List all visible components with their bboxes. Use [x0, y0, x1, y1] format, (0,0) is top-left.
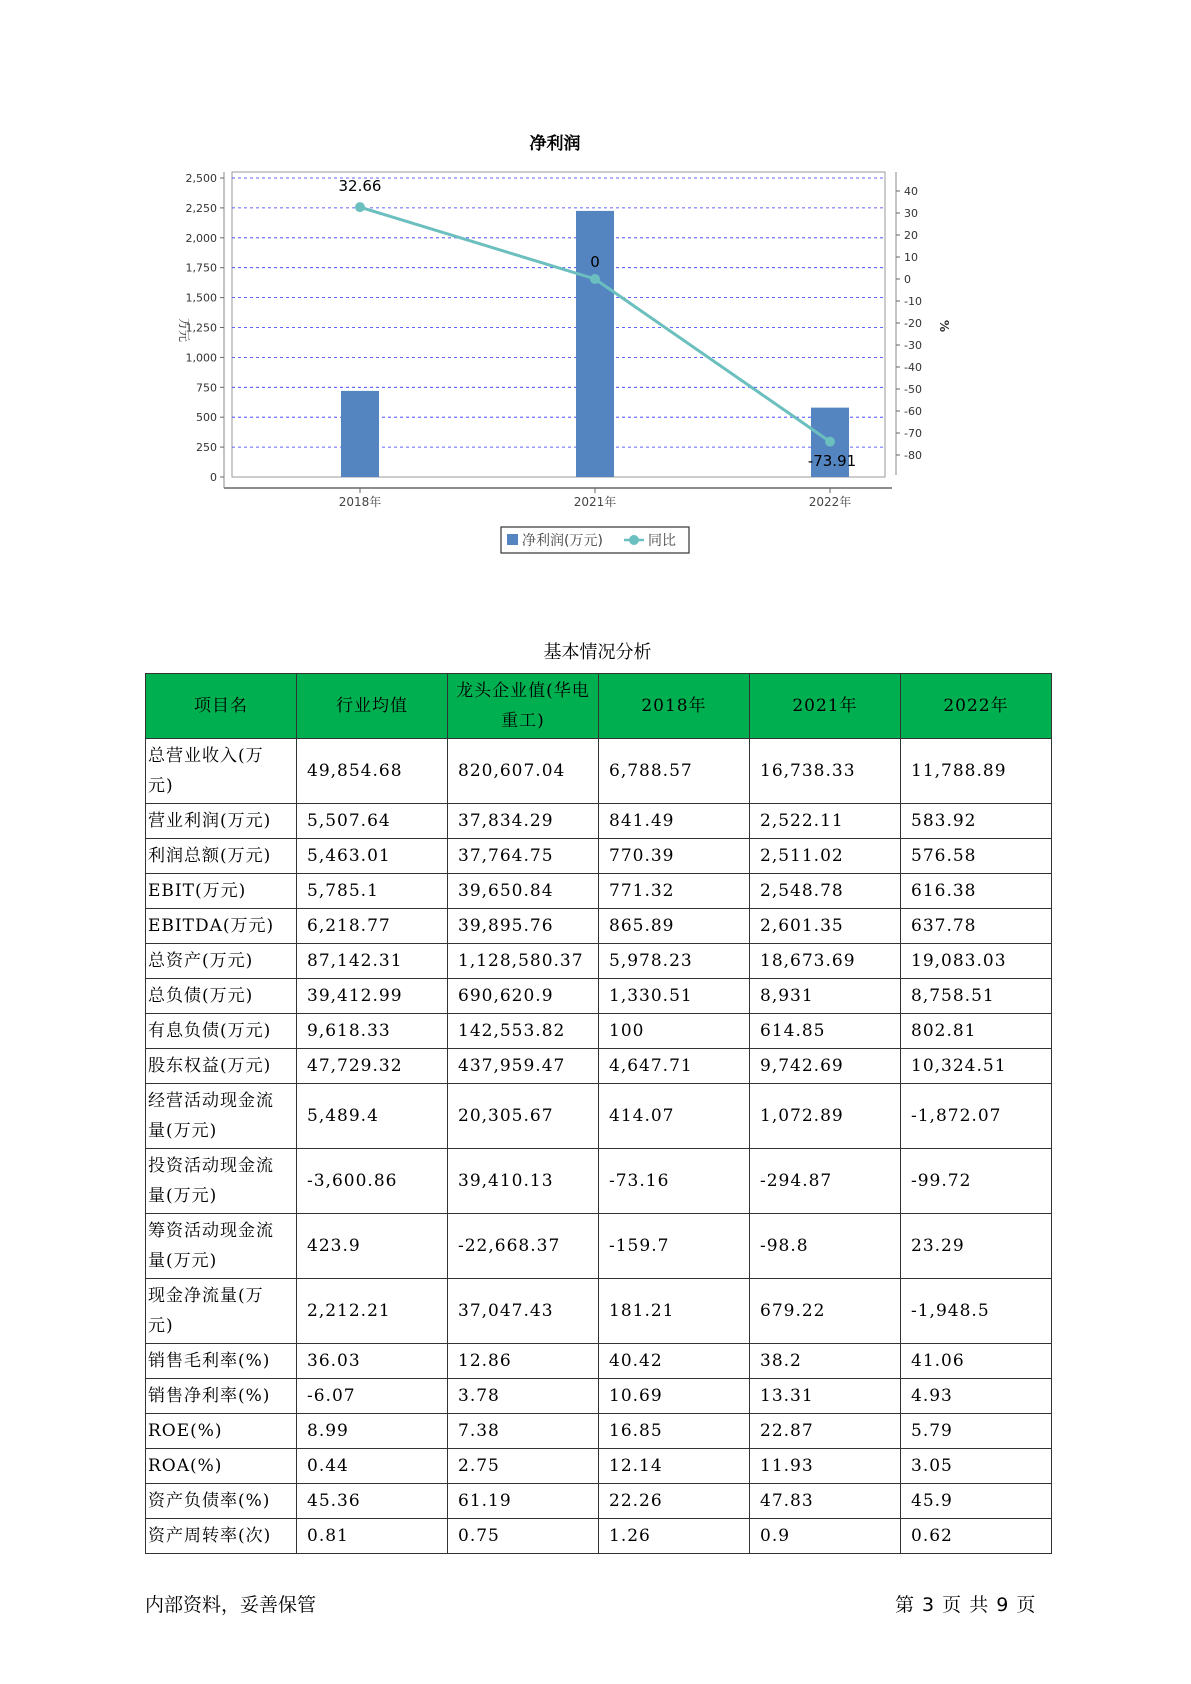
bar-2018年	[341, 391, 379, 477]
table-header-row	[146, 674, 1052, 739]
header-cell: 2021年	[750, 674, 901, 739]
table-cell: 2,522.11	[750, 804, 901, 839]
right-tick-label: -70	[904, 427, 922, 440]
table-cell: 637.78	[901, 909, 1052, 944]
table-cell: 771.32	[599, 874, 750, 909]
data-label: 32.66	[338, 177, 382, 195]
table-row	[146, 1214, 1052, 1279]
table-cell: 49,854.68	[297, 739, 448, 804]
table-cell: 679.22	[750, 1279, 901, 1344]
table-cell: 865.89	[599, 909, 750, 944]
chart-title: 净利润	[529, 134, 581, 154]
row-label: 投资活动现金流量(万元)	[146, 1149, 297, 1214]
right-tick-label: 0	[904, 273, 911, 286]
table-cell: 414.07	[599, 1084, 750, 1149]
table-row	[146, 1344, 1052, 1379]
row-label: 总营业收入(万元)	[146, 739, 297, 804]
header-cell: 2018年	[599, 674, 750, 739]
right-tick-label: -40	[904, 361, 922, 374]
yoy-point	[825, 437, 835, 447]
legend-line-label: 同比	[648, 533, 676, 549]
table-cell: 0.44	[297, 1449, 448, 1484]
row-label: 营业利润(万元)	[146, 804, 297, 839]
table-row	[146, 1519, 1052, 1554]
table-cell: 38.2	[750, 1344, 901, 1379]
left-tick-label: 2,500	[185, 172, 217, 185]
table-row	[146, 874, 1052, 909]
left-axis-label: 万元	[177, 317, 191, 343]
table-cell: 10,324.51	[901, 1049, 1052, 1084]
table-cell: 2,601.35	[750, 909, 901, 944]
left-tick-label: 1,000	[185, 351, 217, 365]
table-cell: 2,548.78	[750, 874, 901, 909]
table-cell: 5,978.23	[599, 944, 750, 979]
table-row	[146, 1049, 1052, 1084]
table-cell: 8.99	[297, 1414, 448, 1449]
table-cell: 5,489.4	[297, 1084, 448, 1149]
table-cell: 690,620.9	[448, 979, 599, 1014]
table-cell: 2,511.02	[750, 839, 901, 874]
right-tick-label: 20	[904, 229, 918, 242]
table-row	[146, 979, 1052, 1014]
yoy-point	[590, 274, 600, 284]
table-row	[146, 909, 1052, 944]
legend-bar-swatch	[507, 534, 518, 545]
table-cell: 11,788.89	[901, 739, 1052, 804]
table-cell: 22.87	[750, 1414, 901, 1449]
left-tick-label: 250	[196, 441, 217, 455]
table-cell: 4,647.71	[599, 1049, 750, 1084]
table-cell: 39,412.99	[297, 979, 448, 1014]
table-cell: 47,729.32	[297, 1049, 448, 1084]
table-cell: 47.83	[750, 1484, 901, 1519]
table-cell: 820,607.04	[448, 739, 599, 804]
data-label: -73.91	[807, 452, 857, 470]
table-body	[146, 739, 1052, 1554]
table-cell: 5,463.01	[297, 839, 448, 874]
row-label: 经营活动现金流量(万元)	[146, 1084, 297, 1149]
table-cell: 39,650.84	[448, 874, 599, 909]
table-cell: 37,764.75	[448, 839, 599, 874]
table-cell: -1,948.5	[901, 1279, 1052, 1344]
plot-frame	[232, 172, 885, 477]
table-cell: -1,872.07	[901, 1084, 1052, 1149]
table-row	[146, 944, 1052, 979]
table-cell: 61.19	[448, 1484, 599, 1519]
table-row	[146, 1014, 1052, 1049]
table-cell: 39,410.13	[448, 1149, 599, 1214]
table-cell: 841.49	[599, 804, 750, 839]
row-label: 销售净利率(%)	[146, 1379, 297, 1414]
row-label: 现金净流量(万元)	[146, 1279, 297, 1344]
left-tick-label: 500	[196, 411, 217, 425]
header-cell: 项目名	[146, 674, 297, 739]
row-label: 销售毛利率(%)	[146, 1344, 297, 1379]
table-cell: 3.78	[448, 1379, 599, 1414]
left-tick-label: 1,250	[185, 321, 217, 335]
table-cell: -73.16	[599, 1149, 750, 1214]
row-label: 资产负债率(%)	[146, 1484, 297, 1519]
table-cell: 36.03	[297, 1344, 448, 1379]
row-label: ROA(%)	[146, 1449, 297, 1484]
table-cell: 37,047.43	[448, 1279, 599, 1344]
table-cell: 0.62	[901, 1519, 1052, 1554]
x-tick-label: 2022年	[808, 495, 852, 509]
table-cell: 39,895.76	[448, 909, 599, 944]
table-cell: -3,600.86	[297, 1149, 448, 1214]
row-label: 利润总额(万元)	[146, 839, 297, 874]
table-row	[146, 1149, 1052, 1214]
table-cell: 0.75	[448, 1519, 599, 1554]
left-tick-label: 750	[196, 381, 217, 395]
table-row	[146, 739, 1052, 804]
row-label: 总负债(万元)	[146, 979, 297, 1014]
table-cell: -99.72	[901, 1149, 1052, 1214]
right-tick-label: -50	[904, 383, 922, 396]
header-cell: 行业均值	[297, 674, 448, 739]
table-cell: 20,305.67	[448, 1084, 599, 1149]
table-cell: 10.69	[599, 1379, 750, 1414]
table-cell: -159.7	[599, 1214, 750, 1279]
row-label: 筹资活动现金流量(万元)	[146, 1214, 297, 1279]
chart-svg	[140, 130, 1030, 600]
row-label: 有息负债(万元)	[146, 1014, 297, 1049]
table-cell: 802.81	[901, 1014, 1052, 1049]
table-cell: 100	[599, 1014, 750, 1049]
header-cell: 龙头企业值(华电重工)	[448, 674, 599, 739]
right-axis-label: %	[937, 319, 951, 333]
table-cell: 583.92	[901, 804, 1052, 839]
table-cell: 5,785.1	[297, 874, 448, 909]
right-tick-label: 40	[904, 185, 918, 198]
table-cell: 2,212.21	[297, 1279, 448, 1344]
table-cell: -98.8	[750, 1214, 901, 1279]
basic-analysis-table	[145, 673, 1052, 1554]
table-cell: 9,742.69	[750, 1049, 901, 1084]
right-tick-label: -60	[904, 405, 922, 418]
right-tick-label: -20	[904, 317, 922, 330]
table-cell: 5.79	[901, 1414, 1052, 1449]
row-label: EBIT(万元)	[146, 874, 297, 909]
right-tick-label: 10	[904, 251, 918, 264]
left-tick-label: 0	[210, 471, 217, 484]
yoy-point	[355, 202, 365, 212]
table-cell: 0.9	[750, 1519, 901, 1554]
table-cell: 16.85	[599, 1414, 750, 1449]
table-cell: 45.36	[297, 1484, 448, 1519]
table-cell: 423.9	[297, 1214, 448, 1279]
row-label: 总资产(万元)	[146, 944, 297, 979]
left-tick-label: 2,250	[185, 201, 217, 215]
bar-2021年	[576, 211, 614, 477]
table-cell: 4.93	[901, 1379, 1052, 1414]
table-cell: 87,142.31	[297, 944, 448, 979]
header-cell: 2022年	[901, 674, 1052, 739]
table-cell: 142,553.82	[448, 1014, 599, 1049]
table-cell: 40.42	[599, 1344, 750, 1379]
legend-bar-label: 净利润(万元)	[522, 533, 603, 549]
right-tick-label: 30	[904, 207, 918, 220]
table-cell: 181.21	[599, 1279, 750, 1344]
table-cell: -22,668.37	[448, 1214, 599, 1279]
footer-page-number: 第 3 页 共 9 页	[895, 1594, 1037, 1616]
table-cell: 3.05	[901, 1449, 1052, 1484]
table-cell: 37,834.29	[448, 804, 599, 839]
table-cell: 0.81	[297, 1519, 448, 1554]
left-tick-label: 1,750	[185, 261, 217, 275]
table-cell: 23.29	[901, 1214, 1052, 1279]
table-row	[146, 804, 1052, 839]
table-cell: 13.31	[750, 1379, 901, 1414]
table-row	[146, 1379, 1052, 1414]
table-row	[146, 839, 1052, 874]
data-label: 0	[590, 253, 600, 271]
x-tick-label: 2021年	[573, 495, 617, 509]
table-cell: 6,218.77	[297, 909, 448, 944]
table-cell: 6,788.57	[599, 739, 750, 804]
table-cell: 18,673.69	[750, 944, 901, 979]
table-row	[146, 1279, 1052, 1344]
table-cell: 22.26	[599, 1484, 750, 1519]
table-cell: 614.85	[750, 1014, 901, 1049]
row-label: EBITDA(万元)	[146, 909, 297, 944]
table-cell: 11.93	[750, 1449, 901, 1484]
table-title: 基本情况分析	[543, 642, 652, 663]
net-profit-chart	[140, 130, 1030, 600]
table-row	[146, 1084, 1052, 1149]
left-tick-label: 1,500	[185, 291, 217, 305]
table-row	[146, 1484, 1052, 1519]
table-cell: 7.38	[448, 1414, 599, 1449]
table-cell: 1,072.89	[750, 1084, 901, 1149]
table-cell: -294.87	[750, 1149, 901, 1214]
table-cell: 9,618.33	[297, 1014, 448, 1049]
table-cell: 770.39	[599, 839, 750, 874]
table-cell: 616.38	[901, 874, 1052, 909]
row-label: ROE(%)	[146, 1414, 297, 1449]
table-cell: 19,083.03	[901, 944, 1052, 979]
table-cell: 1,330.51	[599, 979, 750, 1014]
right-tick-label: -10	[904, 295, 922, 308]
table-cell: 16,738.33	[750, 739, 901, 804]
row-label: 资产周转率(次)	[146, 1519, 297, 1554]
x-tick-label: 2018年	[338, 495, 382, 509]
table-cell: 12.14	[599, 1449, 750, 1484]
legend-line-marker	[629, 535, 639, 545]
right-tick-label: -80	[904, 449, 922, 462]
footer-confidential-note: 内部资料，妥善保管	[145, 1594, 317, 1616]
right-tick-label: -30	[904, 339, 922, 352]
table-cell: 12.86	[448, 1344, 599, 1379]
table-cell: -6.07	[297, 1379, 448, 1414]
table-cell: 41.06	[901, 1344, 1052, 1379]
table-row	[146, 1414, 1052, 1449]
table-cell: 8,758.51	[901, 979, 1052, 1014]
table-cell: 437,959.47	[448, 1049, 599, 1084]
table-cell: 45.9	[901, 1484, 1052, 1519]
table-row	[146, 1449, 1052, 1484]
table-cell: 1,128,580.37	[448, 944, 599, 979]
left-tick-label: 2,000	[185, 231, 217, 245]
table-cell: 8,931	[750, 979, 901, 1014]
table-cell: 5,507.64	[297, 804, 448, 839]
table-cell: 2.75	[448, 1449, 599, 1484]
table-cell: 576.58	[901, 839, 1052, 874]
row-label: 股东权益(万元)	[146, 1049, 297, 1084]
table-cell: 1.26	[599, 1519, 750, 1554]
